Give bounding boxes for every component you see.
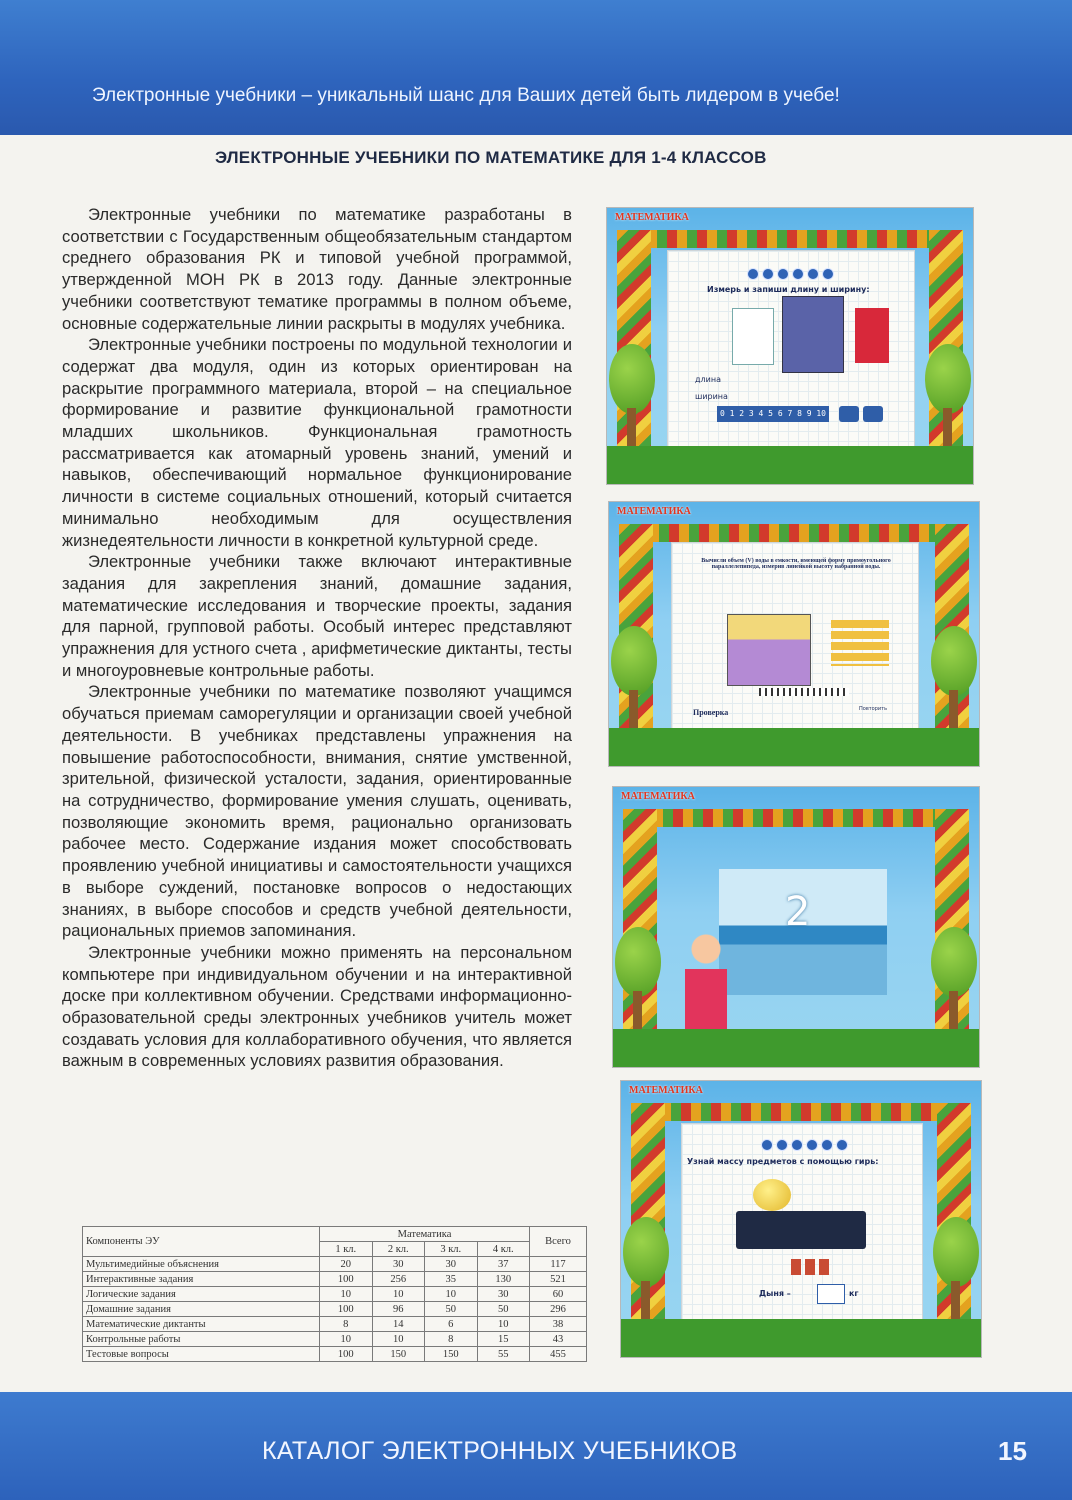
cell: 100 [320,1302,373,1317]
page-number: 15 [998,1436,1027,1466]
table-row [83,1317,587,1332]
step-dots [747,268,834,280]
row-name: Интерактивные задания [83,1272,320,1287]
length-label: длина [695,375,721,384]
cell: 55 [477,1347,530,1362]
article-body [62,204,572,1072]
paragraph: Электронные учебники можно применять на персональном компьютере при индивидуальном обучении и на интерактивной доске при коллективном обучении. Средствами информационно-образовательной среды электронных учебников учитель может создавать условия для коллаборативного обучения, что является важным в современных условиях развития образования. [62,942,572,1071]
cell: 100 [320,1347,373,1362]
ruler[interactable] [759,688,849,696]
table-header-components: Компоненты ЭУ [83,1227,320,1257]
app-logo: МАТЕМАТИКА [615,212,689,223]
table-row [83,1332,587,1347]
redo-button[interactable] [863,406,883,422]
task-text: Вычисли объем (V) воды в емкости, имеющей форму прямоугольного параллелепипеда, измерив линейкой высоту набранной воды. [701,558,891,570]
row-name: Контрольные работы [83,1332,320,1347]
cell: 50 [477,1302,530,1317]
row-total: 455 [530,1347,587,1362]
screenshot-measure [606,207,974,485]
ruler[interactable]: 0 1 2 3 4 5 6 7 8 9 10 [717,406,829,422]
cell: 8 [425,1332,478,1347]
paragraph: Электронные учебники построены по модульной технологии и содержат два модуля, один из которых ориентирован на раскрытие программного материала, второй – на специальное формирование и развитие функциональной грамотности младших школьников. Функциональная грамотность рассматривается как атомарный уровень знаний, умений и навыков, обеспечивающий нормальное функционирование личности в системе социальных отношений, который считается минимально необходимым для осуществления жизнедеятельности личности в конкретной культурной среде. [62,335,572,550]
number-figure: 2 [785,889,811,935]
app-logo: МАТЕМАТИКА [629,1085,703,1096]
step-dots [761,1139,848,1151]
row-name: Мультимедийные объяснения [83,1257,320,1272]
row-name: Логические задания [83,1287,320,1302]
sea-picture [719,869,887,995]
scale-figure [736,1211,866,1249]
components-table [82,1226,587,1362]
cell: 6 [425,1317,478,1332]
top-banner [0,0,1072,135]
screenshot-explanation [612,786,980,1068]
screenshot-weights [620,1080,982,1358]
cell: 15 [477,1332,530,1347]
table-row [83,1257,587,1272]
row-total: 43 [530,1332,587,1347]
cell: 50 [425,1302,478,1317]
paragraph: Электронные учебники по математике разработаны в соответствии с Государственным общеобязательным стандартом среднего образования РК и типовой учебной программой, утвержденной МОН РК в 2013 году. Данные электронные учебники соответствуют тематике программы в полном объеме, основные содержательные линии раскрыты в модулях учебника. [62,205,572,333]
cell: 8 [320,1317,373,1332]
row-name: Математические диктанты [83,1317,320,1332]
unit-label: кг [849,1289,859,1298]
answer-input[interactable] [817,1284,845,1304]
cell: 100 [320,1272,373,1287]
catalog-title: КАТАЛОГ ЭЛЕКТРОННЫХ УЧЕБНИКОВ [262,1437,738,1465]
container-figure [727,614,811,686]
screenshot-volume [608,501,980,767]
row-total: 60 [530,1287,587,1302]
cell: 30 [372,1257,425,1272]
cell: 10 [320,1332,373,1347]
row-total: 38 [530,1317,587,1332]
answer-label: Дыня – [759,1289,791,1298]
cell: 30 [425,1257,478,1272]
table-header-total: Всего [530,1227,587,1257]
cell: 10 [425,1287,478,1302]
cell: 96 [372,1302,425,1317]
task-text: Узнай массу предметов с помощью гирь: [687,1157,879,1166]
row-total: 117 [530,1257,587,1272]
table-row [83,1272,587,1287]
cell: 10 [372,1287,425,1302]
cell: 30 [477,1287,530,1302]
cell: 150 [372,1347,425,1362]
grade-label: 2 кл. [372,1242,425,1257]
cell: 10 [372,1332,425,1347]
grade-label: 3 кл. [425,1242,478,1257]
width-label: ширина [695,392,728,401]
table-row [83,1302,587,1317]
cell: 37 [477,1257,530,1272]
repeat-button[interactable]: Повторить [859,706,888,712]
paragraph: Электронные учебники также включают интерактивные задания для закрепления знаний, домашние задания, математические исследования и творческие проекты, задания для парной, групповой работы. Особый интерес представляют упражнения для устного счета , арифметические диктанты, тесты и многоуровневые контрольные работы. [62,552,572,680]
tagline: Электронные учебники – уникальный шанс для Ваших детей быть лидером в учебе! [92,85,840,106]
melon-figure [753,1179,791,1211]
grade-label: 1 кл. [320,1242,373,1257]
row-name: Домашние задания [83,1302,320,1317]
weights-figure[interactable] [791,1259,831,1275]
cell: 35 [425,1272,478,1287]
task-text: Измерь и запиши длину и ширину: [707,285,870,294]
paragraph: Электронные учебники по математике позволяют учащимся обучаться приемам саморегуляции и организации своей учебной деятельности. В учебниках представлены упражнения на повышение работоспособности, внимания, снятие умственной, зрительной, физической усталости, задания, ориентированные на сотрудничество, формирование умения слушать, оценивать, позволяющие экономить время, рационально организовать рабочее место. Содержание издания может способствовать проявлению учебной инициативы и самостоятельности учащихся в выборе суждений, постановке вопросов о недостающих знаниях, в выборе способов и средств учебной деятельности, рациональных приемов запоминания. [62,682,572,941]
cell: 20 [320,1257,373,1272]
page-title: ЭЛЕКТРОННЫЕ УЧЕБНИКИ ПО МАТЕМАТИКЕ ДЛЯ 1-4 КЛАССОВ [215,148,767,167]
cell: 150 [425,1347,478,1362]
table-row [83,1287,587,1302]
check-button[interactable]: Проверка [693,708,729,717]
girl-character [685,929,727,1029]
row-total: 521 [530,1272,587,1287]
table-row [83,1347,587,1362]
cell: 10 [320,1287,373,1302]
row-name: Тестовые вопросы [83,1347,320,1362]
cell: 14 [372,1317,425,1332]
app-logo: МАТЕМАТИКА [617,506,691,517]
bottom-banner [0,1392,1072,1500]
undo-button[interactable] [839,406,859,422]
table-header-row [83,1227,587,1242]
grade-label: 4 кл. [477,1242,530,1257]
row-total: 296 [530,1302,587,1317]
cell: 256 [372,1272,425,1287]
app-logo: МАТЕМАТИКА [621,791,695,802]
cell: 130 [477,1272,530,1287]
answer-fields[interactable] [831,620,889,666]
table-header-subject: Математика [320,1227,530,1242]
cell: 10 [477,1317,530,1332]
